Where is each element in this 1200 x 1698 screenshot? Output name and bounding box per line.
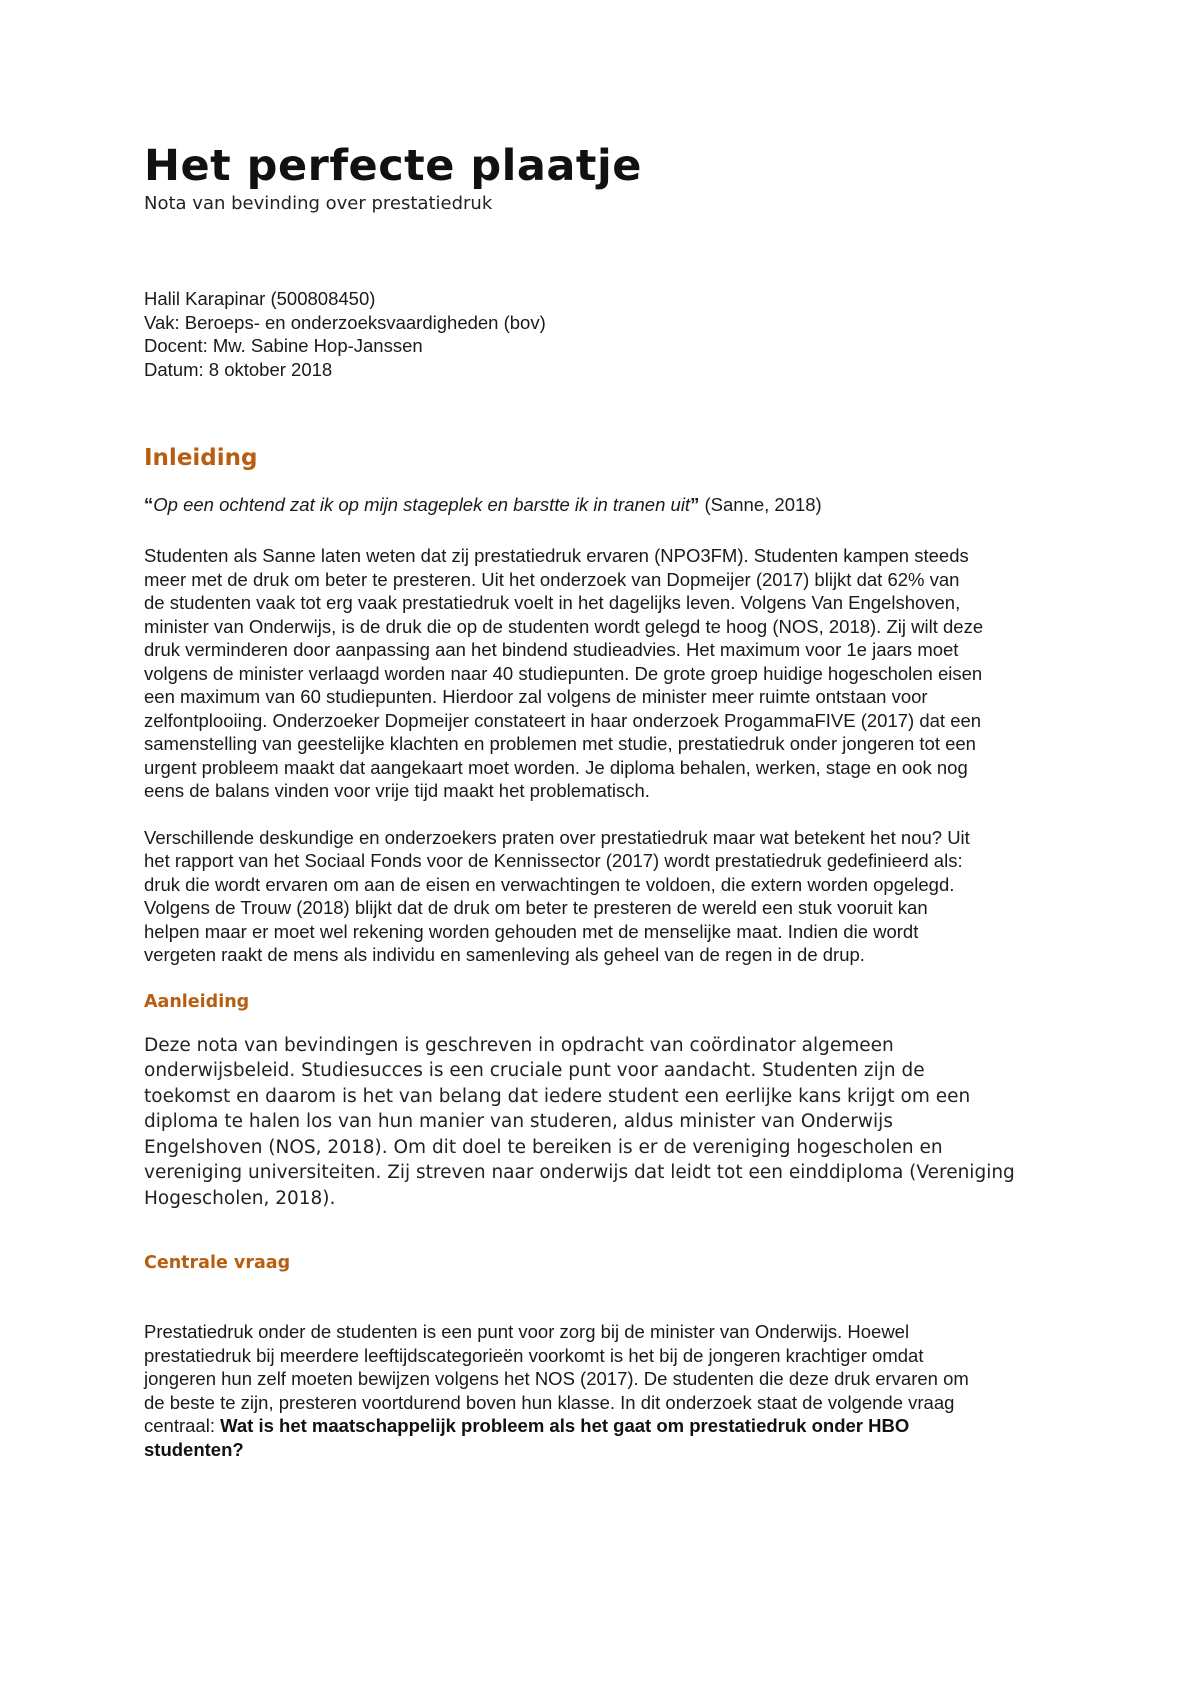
paragraph-line: eens de balans vinden voor vrije tijd maakt het problematisch. — [144, 780, 650, 801]
paragraph-line: helpen maar er moet wel rekening worden gehouden met de menselijke maat. Indien die wordt — [144, 920, 919, 942]
paragraph-line: een maximum van 60 studiepunten. Hierdoor zal volgens de minister meer ruimte ontstaan voor — [144, 686, 928, 707]
paragraph-line: vergeten raakt de mens als individu en samenleving als geheel van de regen in de drup. — [144, 944, 865, 965]
paragraph-line: prestatiedruk bij meerdere leeftijdscategorieën voorkomt is het bij de jongeren krachtiger omdat — [144, 1344, 924, 1366]
paragraph-line: Hogescholen, 2018). — [144, 1187, 336, 1209]
paragraph-line: Studenten als Sanne laten weten dat zij prestatiedruk ervaren (NPO3FM). Studenten kampen steeds — [144, 545, 969, 566]
meta-date: Datum: 8 oktober 2018 — [144, 358, 333, 380]
paragraph-line: Volgens de Trouw (2018) blijkt dat de druk om beter te presteren de wereld een stuk vooruit kan — [144, 897, 928, 918]
inleiding-paragraph-2 — [144, 826, 1074, 967]
paragraph-line: het rapport van het Sociaal Fonds voor de Kennissector (2017) wordt prestatiedruk gedefinieerd als: — [144, 850, 963, 871]
paragraph-line: Deze nota van bevindingen is geschreven in opdracht van coördinator algemeen — [144, 1034, 894, 1056]
meta-course: Vak: Beroeps- en onderzoeksvaardigheden (bov) — [144, 311, 546, 333]
quote-open-mark: “ — [144, 494, 154, 515]
paragraph-line: minister van Onderwijs, is de druk die op de studenten wordt gelegd te hoog (NOS, 2018). Zij wilt deze — [144, 615, 984, 637]
quote-text: Op een ochtend zat ik op mijn stageplek en barstte ik in tranen uit — [153, 494, 691, 515]
aanleiding-paragraph — [144, 1033, 1074, 1212]
intro-quote — [144, 493, 1074, 517]
meta-author: Halil Karapinar (500808450) — [144, 288, 376, 309]
paragraph-line: Engelshoven (NOS, 2018). Om dit doel te bereiken is er de vereniging hogescholen en — [144, 1136, 943, 1158]
heading-aanleiding: Aanleiding — [144, 991, 250, 1012]
document-subtitle: Nota van bevinding over prestatiedruk — [144, 193, 493, 214]
paragraph-line: druk verminderen door aanpassing aan het bindend studieadvies. Het maximum voor 1e jaars moet — [144, 639, 959, 660]
quote-close-mark: ” — [690, 494, 700, 515]
inleiding-paragraph-1 — [144, 544, 1074, 803]
heading-centrale-vraag: Centrale vraag — [144, 1253, 291, 1273]
centraal-prefix: centraal: — [144, 1415, 221, 1436]
document-meta — [144, 287, 1074, 381]
paragraph-line: meer met de druk om beter te presteren. Uit het onderzoek van Dopmeijer (2017) blijkt dat 62% van — [144, 568, 960, 590]
paragraph-line: toekomst en daarom is het van belang dat iedere student een eerlijke kans krijgt om een — [144, 1085, 971, 1107]
paragraph-line: urgent probleem maakt dat aangekaart moet worden. Je diploma behalen, werken, stage en ook nog — [144, 756, 968, 778]
paragraph-line-question — [144, 1414, 1074, 1438]
centrale-vraag-paragraph — [144, 1320, 1074, 1461]
paragraph-line: de beste te zijn, presteren voortdurend boven hun klasse. In dit onderzoek staat de volgende vraag — [144, 1391, 955, 1413]
quote-source: (Sanne, 2018) — [699, 494, 822, 515]
document-title: Het perfecte plaatje — [144, 141, 642, 191]
paragraph-line: Prestatiedruk onder de studenten is een punt voor zorg bij de minister van Onderwijs. Hoewel — [144, 1321, 910, 1342]
paragraph-line: diploma te halen los van hun manier van studeren, aldus minister van Onderwijs — [144, 1111, 893, 1132]
document-content — [144, 140, 1074, 1461]
paragraph-line: volgens de minister verlaagd worden naar 40 studiepunten. De grote groep huidige hogescholen eisen — [144, 662, 983, 684]
paragraph-line: druk die wordt ervaren om aan de eisen en verwachtingen te voldoen, die extern worden opgelegd. — [144, 873, 955, 895]
paragraph-line: zelfontplooiing. Onderzoeker Dopmeijer constateert in haar onderzoek ProgammaFIVE (2017) dat een — [144, 709, 982, 731]
paragraph-line: jongeren hun zelf moeten bewijzen volgens het NOS (2017). De studenten die deze druk ervaren om — [144, 1368, 969, 1389]
meta-teacher: Docent: Mw. Sabine Hop-Janssen — [144, 335, 423, 356]
paragraph-line: vereniging universiteiten. Zij streven naar onderwijs dat leidt tot een einddiploma (Vereniging — [144, 1162, 1015, 1183]
central-question-part-2: studenten? — [144, 1438, 244, 1460]
central-question-part-1: Wat is het maatschappelijk probleem als het gaat om prestatiedruk onder HBO — [220, 1415, 910, 1436]
paragraph-line: samenstelling van geestelijke klachten en problemen met studie, prestatiedruk onder jongeren tot een — [144, 733, 976, 754]
paragraph-line: Verschillende deskundige en onderzoekers praten over prestatiedruk maar wat betekent het nou? Uit — [144, 826, 970, 848]
paragraph-line: onderwijsbeleid. Studiesucces is een cruciale punt voor aandacht. Studenten zijn de — [144, 1060, 925, 1081]
paragraph-line: de studenten vaak tot erg vaak prestatiedruk voelt in het dagelijks leven. Volgens Van Engelshoven, — [144, 592, 961, 613]
heading-inleiding: Inleiding — [144, 445, 258, 471]
